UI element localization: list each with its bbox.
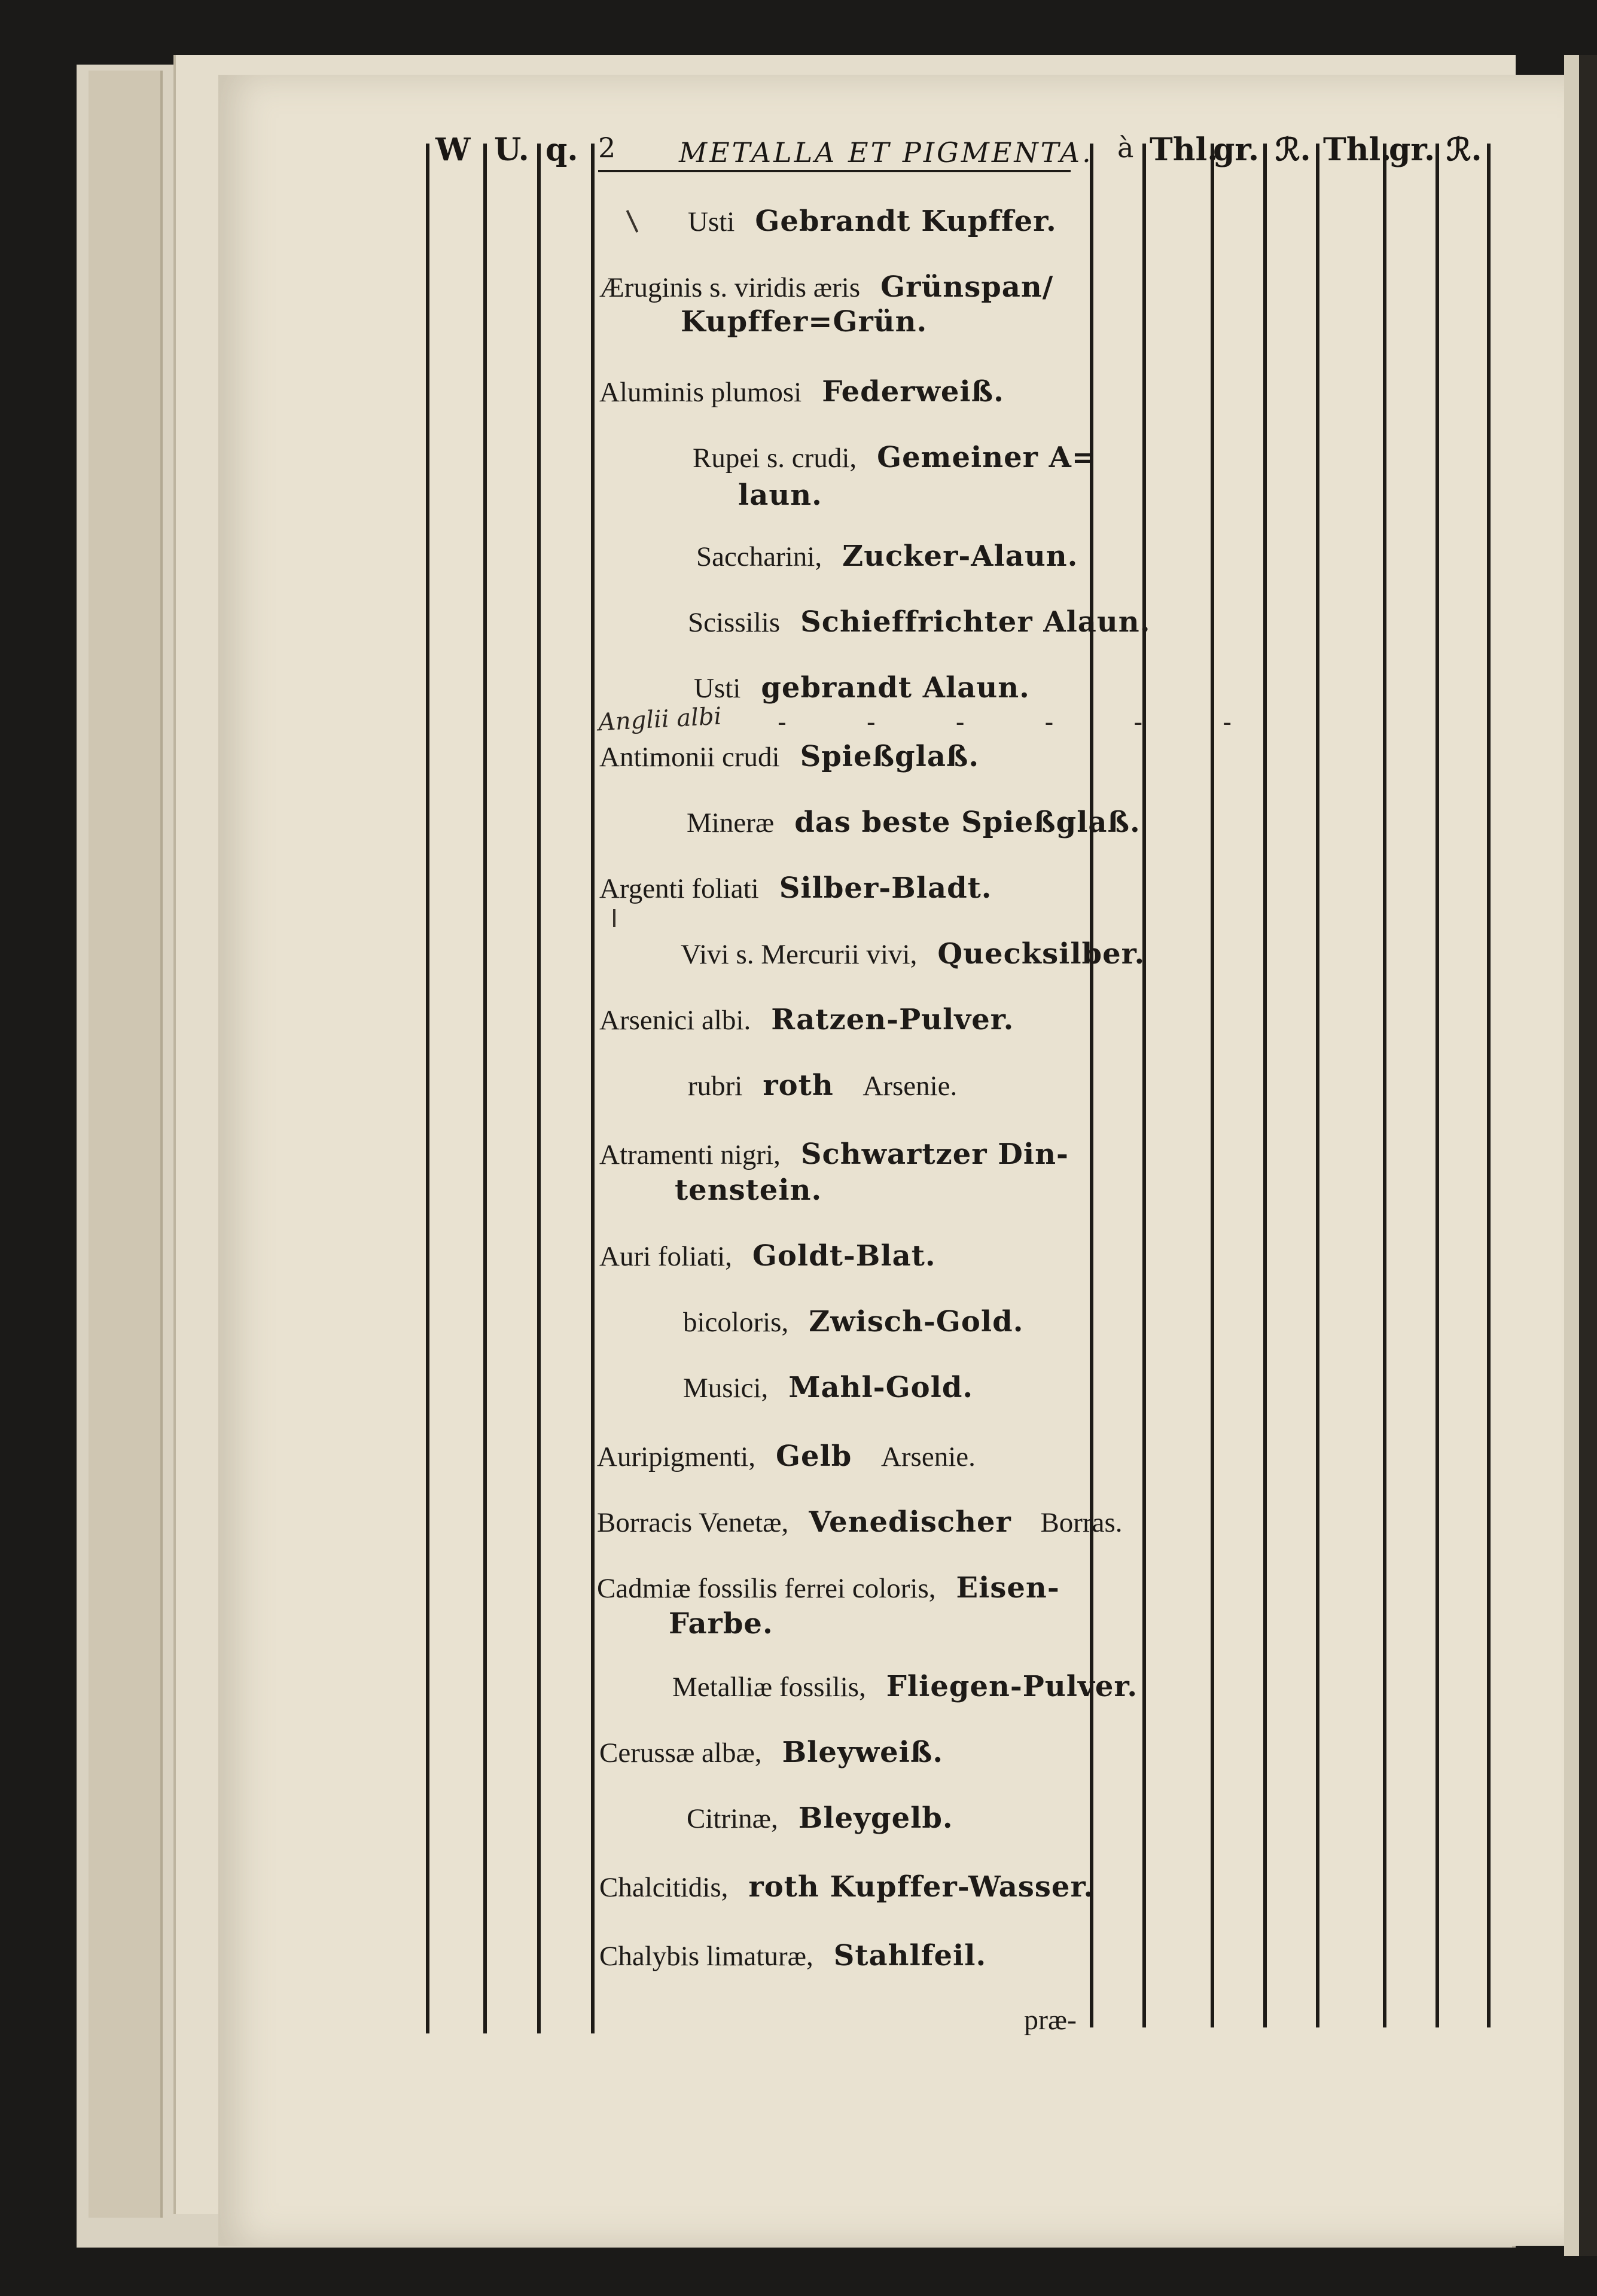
entry-latin: Citrinæ,: [687, 1803, 778, 1834]
entry-latin: Chalcitidis,: [599, 1872, 729, 1903]
entry-german: roth: [763, 1069, 834, 1102]
entry-line: [681, 936, 1145, 972]
entry-latin: Auri foliati,: [599, 1241, 732, 1272]
column-rule: [1142, 144, 1146, 2027]
entry-german: Federweiß.: [822, 375, 1004, 408]
entry-latin: Scissilis: [688, 607, 781, 638]
entry-line: [683, 1370, 973, 1406]
entry-german: laun.: [738, 478, 822, 512]
column-rule: [1263, 144, 1267, 2027]
entry-german: roth Kupffer-Wasser.: [748, 1870, 1095, 1904]
entry-german: Mahl-Gold.: [788, 1371, 974, 1404]
column-rule: [1436, 144, 1439, 2027]
column-rule: [1487, 144, 1491, 2027]
entry-latin: Rupei s. crudi,: [693, 443, 857, 474]
background-edge: [1579, 55, 1597, 2256]
entry-german: Farbe.: [669, 1607, 773, 1641]
column-rule: [483, 144, 487, 2033]
entry-latin: Æruginis s. viridis æris: [599, 272, 861, 303]
entry-line: [696, 538, 1078, 575]
header-gr-1: gr.: [1213, 132, 1260, 168]
entry-latin: Musici,: [683, 1373, 769, 1404]
entry-latin: bicoloris,: [683, 1307, 789, 1338]
entry-line: [599, 1938, 986, 1974]
entry-german: Goldt-Blat.: [752, 1239, 936, 1273]
entry-german: Bleyweiß.: [782, 1736, 944, 1769]
entry-german: Gemeiner A=: [877, 441, 1097, 474]
entry-german: Fliegen-Pulver.: [886, 1670, 1138, 1703]
catchword: præ-: [1024, 2004, 1077, 2036]
header-col-w: W: [435, 132, 471, 168]
header-col-q: q.: [545, 132, 578, 168]
handwritten-dashes: - - - - - -: [778, 707, 1268, 737]
entry-line: [688, 1068, 957, 1104]
entry-latin: Arsenici albi.: [599, 1005, 751, 1036]
entry-line: [599, 739, 979, 775]
entry-latin: Usti: [694, 673, 741, 704]
entry-line: [693, 440, 1096, 476]
entry-latin: Auripigmenti,: [597, 1441, 755, 1472]
entry-line: [599, 1238, 936, 1274]
entry-line: [694, 670, 1030, 706]
ink-mark: [613, 909, 615, 927]
entry-german: Schwartzer Din-: [800, 1138, 1069, 1171]
entry-line: [675, 1172, 822, 1208]
entry-line: [597, 1438, 976, 1475]
page-title: METALLA ET PIGMENTA.: [679, 136, 1093, 169]
entry-line: [599, 269, 1053, 306]
entry-latin: Metalliæ fossilis,: [672, 1672, 866, 1703]
entry-line: [597, 1504, 1123, 1541]
column-rule: [426, 144, 429, 2033]
entry-german: Gebrandt Kupffer.: [755, 205, 1057, 238]
entry-german: Zwisch-Gold.: [809, 1305, 1024, 1338]
column-rule: [1383, 144, 1386, 2027]
entry-line: [669, 1606, 773, 1642]
entry-line: [597, 1570, 1060, 1606]
entry-latin: rubri: [688, 1071, 743, 1102]
entry-german: Ratzen-Pulver.: [771, 1003, 1014, 1036]
entry-german: Spießglaß.: [800, 740, 980, 773]
column-rule: [1316, 144, 1319, 2027]
handwritten-note: Anglii albi: [597, 702, 723, 737]
entry-latin: Atramenti nigri,: [599, 1139, 781, 1170]
entry-line: [599, 1734, 943, 1771]
entry-latin: Arsenie.: [862, 1071, 958, 1102]
entry-german: Schieffrichter Alaun.: [800, 605, 1151, 639]
header-thl-2: Thl.: [1323, 132, 1392, 168]
price-prefix: à: [1117, 132, 1134, 164]
entry-german: Kupffer=Grün.: [681, 305, 928, 339]
entry-latin: Cerussæ albæ,: [599, 1737, 762, 1769]
entry-line: [599, 1002, 1014, 1038]
entry-german: Stahlfeil.: [833, 1939, 987, 1972]
column-rule: [537, 144, 541, 2033]
header-thl-1: Thl.: [1150, 132, 1218, 168]
header-pf-1: ℛ.: [1275, 132, 1311, 168]
header-gr-2: gr.: [1389, 132, 1436, 168]
entry-latin: Chalybis limaturæ,: [599, 1941, 813, 1972]
entry-german: Bleygelb.: [798, 1801, 953, 1835]
entry-german: Gelb: [776, 1440, 852, 1473]
entry-latin: Borracis Venetæ,: [597, 1507, 789, 1538]
entry-line: [683, 1304, 1023, 1340]
entry-german: tenstein.: [675, 1173, 822, 1207]
entry-german: Silber-Bladt.: [779, 871, 992, 905]
entry-latin: Vivi s. Mercurii vivi,: [681, 939, 918, 970]
entry-latin: Arsenie.: [880, 1441, 976, 1472]
entry-german: das beste Spießglaß.: [794, 806, 1141, 839]
header-pf-2: ℛ.: [1446, 132, 1482, 168]
entry-german: Venedischer: [809, 1505, 1011, 1539]
entry-latin: Cadmiæ fossilis ferrei coloris,: [597, 1573, 936, 1604]
entry-line: [599, 374, 1004, 410]
entry-latin: Mineræ: [687, 807, 775, 838]
column-rule: [591, 144, 595, 2033]
entry-line: [687, 804, 1141, 841]
entry-line: [688, 203, 1057, 240]
entry-latin: Borras.: [1040, 1507, 1123, 1538]
entry-line: [599, 1869, 1094, 1905]
entry-line: [672, 1669, 1138, 1705]
column-rule: [1211, 144, 1214, 2027]
entry-latin: Usti: [688, 206, 735, 237]
entry-latin: Antimonii crudi: [599, 742, 780, 773]
entry-german: Eisen-: [956, 1571, 1060, 1605]
entry-latin: Argenti foliati: [599, 873, 759, 904]
entry-german: Zucker-Alaun.: [842, 539, 1078, 573]
header-rule: [598, 170, 1071, 172]
entry-line: [688, 604, 1150, 641]
entry-german: Grünspan/: [880, 270, 1054, 304]
column-rule: [1090, 144, 1093, 2027]
entry-line: [738, 477, 822, 513]
entry-line: [681, 304, 927, 340]
page-edge-left: [89, 71, 163, 2218]
header-col-u: U.: [494, 132, 529, 168]
entry-german: gebrandt Alaun.: [761, 671, 1030, 705]
entry-line: [599, 1136, 1069, 1173]
entry-german: Quecksilber.: [937, 937, 1145, 971]
entry-latin: Aluminis plumosi: [599, 377, 802, 408]
page-number: 2: [598, 132, 616, 164]
entry-latin: Saccharini,: [696, 541, 822, 572]
entry-line: [687, 1800, 953, 1837]
entry-line: [599, 870, 992, 907]
